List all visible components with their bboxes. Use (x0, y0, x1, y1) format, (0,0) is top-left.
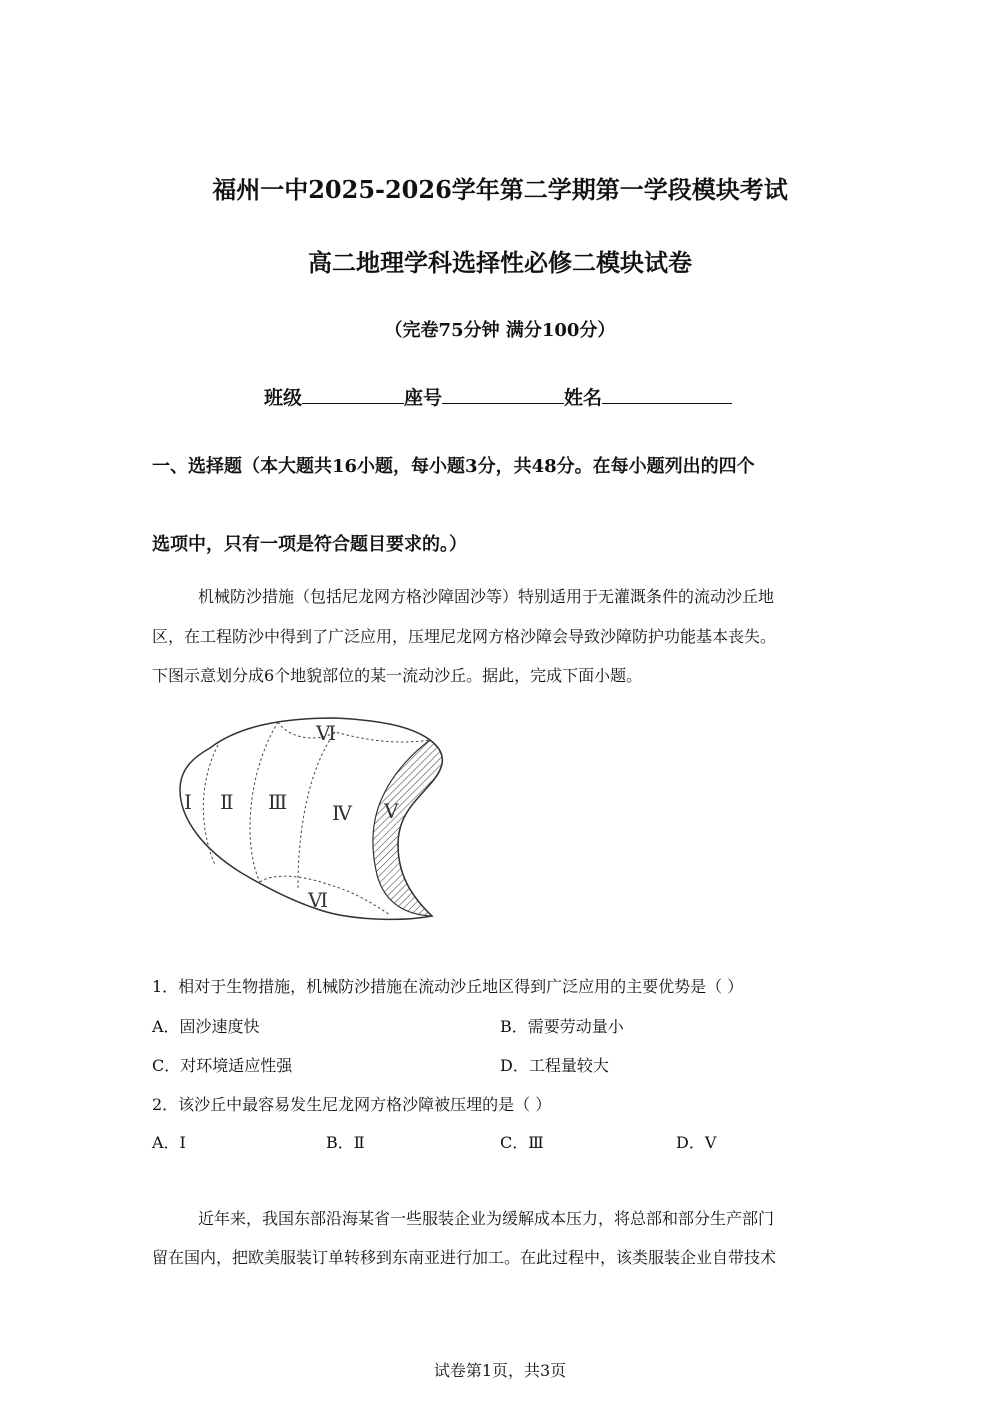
question-1-option-a[interactable]: A．固沙速度快 (152, 1017, 260, 1036)
zone-label-iv: Ⅳ (332, 801, 352, 825)
page-footer: 试卷第1页，共3页 (433, 1361, 567, 1380)
name-blank[interactable] (602, 389, 732, 404)
exam-subtitle: 高二地理学科选择性必修二模块试卷 (308, 248, 692, 277)
question-1-option-c[interactable]: C．对环境适应性强 (152, 1056, 293, 1075)
question-2-option-d[interactable]: D．Ⅴ (676, 1133, 717, 1152)
passage1-line3: 下图示意划分成6个地貌部位的某一流动沙丘。据此，完成下面小题。 (152, 666, 643, 685)
slip-face-v (373, 740, 443, 916)
question-1-stem: 1．相对于生物措施，机械防沙措施在流动沙丘地区得到广泛应用的主要优势是（ ） (152, 977, 744, 996)
question-2-option-a[interactable]: A．Ⅰ (152, 1133, 186, 1152)
exam-title: 福州一中2025-2026学年第二学期第一学段模块考试 (212, 175, 788, 204)
seat-blank[interactable] (442, 389, 564, 404)
boundary-iii-iv (298, 732, 335, 890)
question-2-option-b[interactable]: B．Ⅱ (326, 1133, 365, 1152)
name-label: 姓名 (564, 387, 603, 409)
zone-label-vi-bottom: Ⅵ (308, 888, 329, 912)
question-1-option-b[interactable]: B．需要劳动量小 (500, 1017, 624, 1036)
question-1-option-d[interactable]: D．工程量较大 (500, 1056, 609, 1075)
student-info-row (264, 383, 732, 410)
exam-info: （完卷75分钟 满分100分） (384, 320, 616, 341)
passage2-line1: 近年来，我国东部沿海某省一些服装企业为缓解成本压力，将总部和部分生产部门 (198, 1209, 775, 1228)
class-blank[interactable] (302, 389, 404, 404)
zone-label-vi-top: Ⅵ (316, 721, 337, 745)
zone-label-iii: Ⅲ (268, 790, 288, 814)
section-heading-line2: 选项中，只有一项是符合题目要求的。） (152, 534, 467, 555)
boundary-top-vi (278, 722, 430, 742)
passage2-line2: 留在国内，把欧美服装订单转移到东南亚进行加工。在此过程中，该类服装企业自带技术 (152, 1248, 777, 1267)
zone-label-i: Ⅰ (184, 790, 192, 814)
section-heading-line1: 一、选择题（本大题共16小题，每小题3分，共48分。在每小题列出的四个 (152, 456, 755, 477)
question-2-option-c[interactable]: C．Ⅲ (500, 1133, 544, 1152)
seat-label: 座号 (404, 387, 443, 409)
passage1-line1: 机械防沙措施（包括尼龙网方格沙障固沙等）特别适用于无灌溉条件的流动沙丘地 (198, 587, 775, 606)
zone-label-v: Ⅴ (384, 799, 399, 823)
zone-label-ii: Ⅱ (220, 790, 234, 814)
class-label: 班级 (264, 387, 303, 409)
boundary-i-ii (203, 745, 218, 865)
question-2-stem: 2．该沙丘中最容易发生尼龙网方格沙障被压埋的是（ ） (152, 1095, 552, 1114)
passage1-line2: 区，在工程防沙中得到了广泛应用，压埋尼龙网方格沙障会导致沙障防护功能基本丧失。 (152, 627, 777, 646)
dune-figure (170, 710, 460, 930)
